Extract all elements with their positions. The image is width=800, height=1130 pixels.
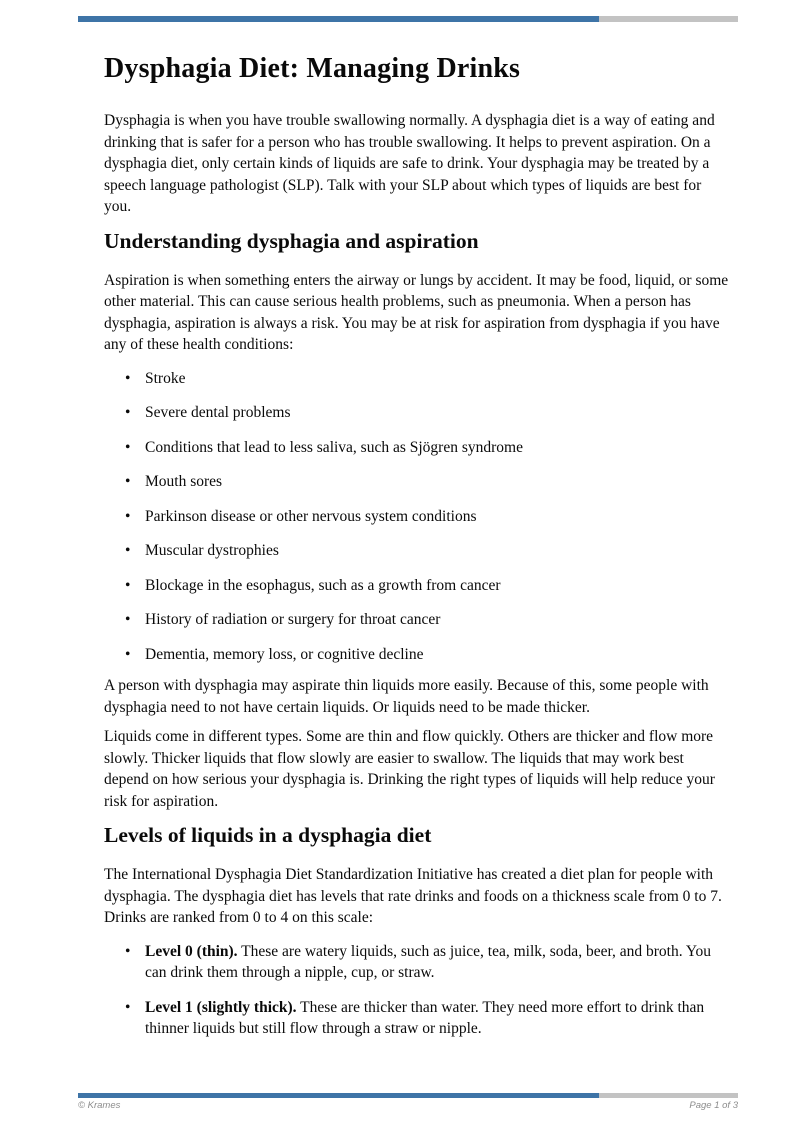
footer-accent-bar-blue-segment (78, 1093, 599, 1098)
list-item: • Blockage in the esophagus, such as a growth from cancer (104, 575, 729, 597)
level-label: Level 1 (slightly thick). (145, 998, 297, 1016)
list-item: • History of radiation or surgery for throat cancer (104, 609, 729, 631)
intro-paragraph: Dysphagia is when you have trouble swallowing normally. A dysphagia diet is a way of eating and drinking that is safer for a person who has trouble swallowing. It helps to prevent aspiration. On a dysphagia diet, only certain kinds of liquids are safe to drink. Your dysphagia may be treated by a speech language pathologist (SLP). Talk with your SLP about which types of liquids are best for you. (104, 112, 715, 215)
level-label: Level 0 (thin). (145, 942, 238, 960)
list-item: • Mouth sores (104, 471, 729, 493)
footer-accent-bar (78, 1093, 738, 1098)
section-heading-levels: Levels of liquids in a dysphagia diet (104, 823, 432, 847)
liquid-levels-list (104, 941, 729, 1040)
level-description: These are watery liquids, such as juice, tea, milk, soda, beer, and broth. You can drink them through a nipple, cup, or straw. (145, 942, 712, 981)
document-content (104, 52, 729, 1050)
copyright-text: © Krames (78, 1100, 121, 1111)
aspiration-note-paragraph: A person with dysphagia may aspirate thin liquids more easily. Because of this, some people with dysphagia need to not have certain liquids. Or liquids need to be made thicker. (104, 677, 709, 716)
list-item: • Parkinson disease or other nervous system conditions (104, 506, 729, 528)
list-item: • Stroke (104, 368, 729, 390)
list-item: • Muscular dystrophies (104, 540, 729, 562)
aspiration-paragraph: Aspiration is when something enters the airway or lungs by accident. It may be food, liquid, or some other material. This can cause serious health problems, such as pneumonia. When a person has dysphagia, aspiration is always a risk. You may be at risk for aspiration from dysphagia if you have any of these health conditions: (104, 271, 729, 353)
top-accent-bar-gray-segment (599, 16, 738, 22)
health-conditions-list (104, 368, 729, 666)
footer-accent-bar-gray-segment (599, 1093, 738, 1098)
page-title: Dysphagia Diet: Managing Drinks (104, 53, 521, 84)
levels-intro-paragraph: The International Dysphagia Diet Standardization Initiative has created a diet plan for people with dysphagia. The dysphagia diet has levels that rate drinks and foods on a thickness scale from 0 to 7. Drinks are ranked from 0 to 4 on this scale: (104, 866, 722, 926)
list-item: • Conditions that lead to less saliva, such as Sjögren syndrome (104, 437, 729, 459)
section-heading-aspiration: Understanding dysphagia and aspiration (104, 228, 479, 253)
level-description: These are thicker than water. They need more effort to drink than thinner liquids but still flow through a straw or nipple. (145, 998, 705, 1037)
list-item (104, 941, 729, 984)
list-item: • Severe dental problems (104, 402, 729, 424)
page-number-text: Page 1 of 3 (689, 1100, 738, 1111)
list-item: • Dementia, memory loss, or cognitive decline (104, 644, 729, 666)
top-accent-bar-blue-segment (78, 16, 599, 22)
top-accent-bar (78, 16, 738, 22)
footer (78, 1100, 738, 1111)
liquid-types-paragraph: Liquids come in different types. Some are thin and flow quickly. Others are thicker and flow more slowly. Thicker liquids that flow slowly are easier to swallow. The liquids that may work best depend on how serious your dysphagia is. Drinking the right types of liquids will help reduce your risk for aspiration. (104, 728, 715, 810)
list-item (104, 997, 729, 1040)
